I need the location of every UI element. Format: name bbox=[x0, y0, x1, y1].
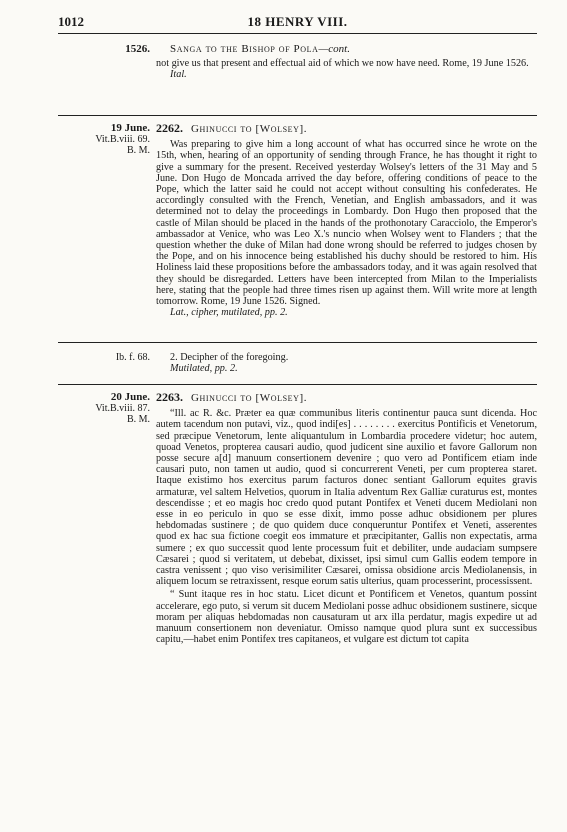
entry-2263-body-continued: “ Sunt itaque res in hoc statu. Licet dicunt et Pontificem et Venetos, quantum possint accelerare, ego puto, si verum sit ducem Mediolani posse adhuc obsidionem sustinere, sicque moram per aliquas hebdomadas non causaturam ut arx illa perdatur, magis expedire ut ad manuum consertionem non deveniatur. Omisso namque quod plura sunt ex successibus capitu,—habet enim Pontifex tres capitaneos, et vulgare est dictum tot capita bbox=[156, 589, 537, 646]
entry-rule bbox=[58, 384, 537, 385]
entry-decipher-meta: Mutilated, pp. 2. bbox=[170, 363, 238, 375]
year-note: 1526. bbox=[125, 43, 150, 55]
entry-2263-body: “Ill. ac R. &c. Præter ea quæ communibus literis continentur pauca sunt dicenda. Hoc autem tacendum non putavi, viz., quod indi[es] . . . . . . . . exercitus Pontificis et Venetorum, sed præcipue Venetorum, lente aliquantulum in Lombardia procedere videtur; hoc autem, quoad Venetos, propterea causari audio, quod judicent sine auxilio et favore Gallorum non posse secure a[d] manuum consertionem devenire ; quo vero ad Pontificem etiam inde causari puto, non tamen ut audio, quod si concurrerent Veneti, per cum propterea staret. Itaque existimo hos exercitus parum facturos donec sentiant Gallorum equites gravis armaturæ, vel saltem Helvetios, quorum in Italia adventum Rex Galliæ curaturus est, montes descendisse ; et eo magis hoc credo quod putant Pontifex et Veneti ducem Mediolani non esse in eo periculo in quo se esse dixit, immo posse adhuc obsidionem per plures hebdomadas sustinere ; de quo quidem duce conqueruntur Pontifex et Veneti, asserentes quod ex hac sua fictione coegit eos immature et præcipitanter, Gallis non expectatis, arma sumere ; ex quo successit quod lente processum fuit et debiliter, unde audaciam sumpsere Cæsarei ; quod si veritatem, ut debebat, dixisset, ipsi simul cum Gallis eodem tempore in castra venissent ; quo viso verisimiliter Cæsarei, omissa obsidione arcis Mediolanensis, in aliquem locum se retraxissent, resque eorum satis ulterius, quam processerint, processissent. bbox=[156, 408, 537, 588]
entry-2263-sidenote: 20 June. Vit.B.viii. 87. B. M. bbox=[95, 391, 150, 425]
entry-rule bbox=[58, 115, 537, 116]
entry-decipher-title: 2. Decipher of the foregoing. bbox=[170, 352, 289, 363]
page-header bbox=[58, 14, 537, 32]
entry-2263 bbox=[156, 392, 537, 645]
entry-2262-sidenote: 19 June. Vit.B.viii. 69. B. M. bbox=[95, 122, 150, 156]
continuation-heading: Sanga to the Bishop of Pola—cont. bbox=[170, 43, 350, 55]
page-number: 1012 bbox=[58, 14, 84, 29]
continuation-text: not give us that present and effectual aid of which we now have need. Rome, 19 June 1526. bbox=[156, 58, 529, 70]
continuation-meta: Ital. bbox=[170, 69, 187, 81]
entry-rule bbox=[58, 342, 537, 343]
entry-2262-body: Was preparing to give him a long account of what has occurred since he wrote on the 15th, when, hearing of an opportunity of sending through France, he has thought it right to give a summary for the present. Received yesterday Wolsey's letters of the 31 May and 5 June. Don Hugo de Moncada arrived the day before, offering conditions of peace to the Pope, which the latter said he could not accept without consulting his confederates. He accordingly consulted with the French, Venetian, and English ambassadors, and it was determined not to delay the proceedings in Lombardy. Don Hugo then proposed that the castle of Milan should be placed in the hands of the prothonotary Caracciolo, the Emperor's ambassador at Venice, who was Leo X.'s nuncio when Wolsey went to Flanders ; that the question whether the duke of Milan had done wrong should be referred to judges chosen by the Pope, and on his innocence being established his duchy should be restored to him. His Holiness laid these propositions before the ambassadors today, and it was again resolved that they should be disregarded. Letters have been intercepted from Milan to the Imperialists here, stating that the people had three times risen up against them. Will write more at length tomorrow. Rome, 19 June 1526. Signed. bbox=[156, 139, 537, 308]
running-title: 18 HENRY VIII. bbox=[247, 14, 348, 29]
entry-2262-meta: Lat., cipher, mutilated, pp. 2. bbox=[170, 307, 288, 319]
entry-2263-title: 2263. Ghinucci to [Wolsey]. bbox=[156, 390, 308, 404]
entry-2262-title: 2262. Ghinucci to [Wolsey]. bbox=[156, 121, 308, 135]
header-rule bbox=[58, 33, 537, 34]
entry-decipher-sidenote: Ib. f. 68. bbox=[115, 352, 150, 363]
entry-2262 bbox=[156, 123, 537, 318]
entry-decipher bbox=[156, 352, 537, 374]
continuation-block bbox=[156, 44, 537, 81]
